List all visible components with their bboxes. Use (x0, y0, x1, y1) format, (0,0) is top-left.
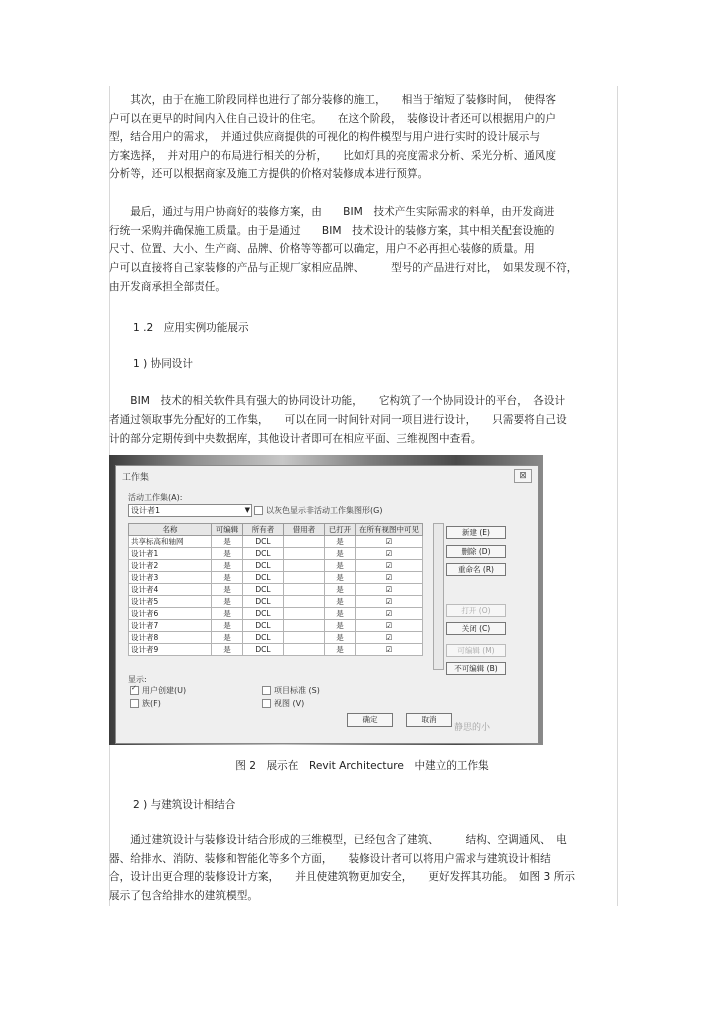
table-cell (284, 584, 325, 596)
table-cell: 是 (325, 632, 356, 644)
table-cell: DCL (243, 632, 284, 644)
checkbox[interactable] (262, 686, 271, 695)
table-cell: 是 (325, 620, 356, 632)
table-scrollbar[interactable] (433, 523, 444, 670)
table-cell: DCL (243, 608, 284, 620)
table-cell: 是 (212, 572, 243, 584)
paragraph-1-line: 其次，由于在施工阶段同样也进行了部分装修的施工， 相当于缩短了装修时间， 使得客 (109, 94, 557, 106)
table-cell: ☑ (356, 644, 423, 656)
table-cell: 是 (325, 584, 356, 596)
table-cell: 是 (212, 536, 243, 548)
show-user-option[interactable] (130, 685, 186, 696)
table-cell (284, 632, 325, 644)
chevron-down-icon: ▼ (244, 506, 250, 514)
table-row[interactable] (129, 560, 423, 572)
table-cell: 共享标高和轴网 (129, 536, 212, 548)
gray-inactive-option[interactable] (254, 505, 382, 516)
table-cell: 是 (212, 560, 243, 572)
table-cell: 设计者3 (129, 572, 212, 584)
table-cell: 是 (212, 620, 243, 632)
paragraph-2-line: 尺寸、位置、大小、生产商、品牌、价格等等都可以确定，用户不必再担心装修的质量。用 (109, 243, 535, 255)
table-cell (284, 596, 325, 608)
paragraph-1-line: 方案选择， 并对用户的布局进行相关的分析， 比如灯具的亮度需求分析、采光分析、通风度 (109, 150, 557, 162)
paragraph-4-line: 合，设计出更合理的装修设计方案， 并且使建筑物更加安全， 更好发挥其功能。 如图 3 所示 (109, 871, 576, 883)
table-cell: DCL (243, 548, 284, 560)
rename-button[interactable]: 重命名 (R) (446, 563, 506, 576)
paragraph-2-line: 最后，通过与用户协商好的装修方案，由 BIM 技术产生实际需求的料单，由开发商进 (109, 206, 555, 218)
table-cell (284, 620, 325, 632)
col-header-visible: 在所有视图中可见 (356, 524, 423, 536)
table-cell: ☑ (356, 584, 423, 596)
table-cell (284, 644, 325, 656)
table-row[interactable] (129, 620, 423, 632)
table-cell: DCL (243, 596, 284, 608)
paragraph-4-line: 展示了包含给排水的建筑模型。 (109, 890, 259, 902)
worksets-dialog (115, 465, 539, 744)
section-title: 1 .2 应用实例功能展示 (133, 322, 249, 334)
checkbox[interactable] (130, 686, 139, 695)
table-cell: ☑ (356, 620, 423, 632)
figure-caption: 图 2 展示在 Revit Architecture 中建立的工作集 (235, 760, 489, 772)
table-cell: 是 (212, 596, 243, 608)
table-cell: 是 (325, 608, 356, 620)
col-header-name: 名称 (129, 524, 212, 536)
table-row[interactable] (129, 536, 423, 548)
table-cell: 设计者1 (129, 548, 212, 560)
table-cell: 是 (325, 572, 356, 584)
table-cell: 是 (212, 644, 243, 656)
table-row[interactable] (129, 584, 423, 596)
checkbox[interactable] (262, 699, 271, 708)
active-workset-select[interactable] (128, 504, 252, 517)
show-family-label: 族(F) (142, 699, 161, 708)
table-cell: DCL (243, 572, 284, 584)
show-project-label: 项目标准 (S) (274, 686, 320, 695)
checkbox[interactable] (130, 699, 139, 708)
table-cell: DCL (243, 584, 284, 596)
table-cell: 是 (325, 536, 356, 548)
dialog-title: 工作集 (122, 473, 150, 483)
delete-button[interactable]: 删除 (D) (446, 545, 506, 558)
figure-screenshot (109, 455, 543, 745)
paragraph-2-line: 由开发商承担全部责任。 (109, 281, 227, 293)
table-cell: ☑ (356, 596, 423, 608)
table-cell: 是 (212, 608, 243, 620)
table-cell: DCL (243, 620, 284, 632)
col-header-borrower: 借用者 (284, 524, 325, 536)
subsection-title-1: 1 ) 协同设计 (133, 358, 193, 370)
table-row[interactable] (129, 644, 423, 656)
table-cell: 是 (212, 584, 243, 596)
table-cell: 设计者2 (129, 560, 212, 572)
paragraph-1-line: 分析等，还可以根据商家及施工方提供的价格对装修成本进行预算。 (109, 168, 429, 180)
not-editable-button[interactable]: 不可编辑 (B) (446, 662, 506, 675)
show-label: 显示: (128, 675, 147, 684)
table-cell: ☑ (356, 572, 423, 584)
table-row[interactable] (129, 572, 423, 584)
table-cell: DCL (243, 644, 284, 656)
paragraph-1-line: 型，结合用户的需求， 并通过供应商提供的可视化的构件模型与用户进行实时的设计展示与 (109, 131, 541, 143)
table-cell: 是 (325, 644, 356, 656)
table-cell: 设计者7 (129, 620, 212, 632)
table-cell: 设计者6 (129, 608, 212, 620)
paragraph-3-line: 者通过领取事先分配好的工作集， 可以在同一时间针对同一项目进行设计， 只需要将自己设 (109, 414, 567, 426)
table-row[interactable] (129, 548, 423, 560)
table-row[interactable] (129, 596, 423, 608)
table-cell (284, 572, 325, 584)
paragraph-1-line: 户可以在更早的时间内入住自己设计的住宅。 在这个阶段， 装修设计者还可以根据用户的户 (109, 113, 557, 125)
new-button[interactable]: 新建 (E) (446, 526, 506, 539)
active-workset-value: 设计者1 (131, 506, 161, 515)
checkbox[interactable] (254, 506, 263, 515)
table-cell: DCL (243, 560, 284, 572)
table-cell: 设计者9 (129, 644, 212, 656)
paragraph-4-line: 通过建筑设计与装修设计结合形成的三维模型，已经包含了建筑、 结构、空调通风、 电 (109, 834, 567, 846)
paragraph-2-line: 户可以直接将自己家装修的产品与正规厂家相应品牌、 型号的产品进行对比， 如果发现不符， (109, 262, 578, 274)
show-family-option[interactable] (130, 698, 161, 709)
show-user-label: 用户创建(U) (142, 686, 187, 695)
paragraph-2-line: 行统一采购并确保施工质量。由于是通过 BIM 技术设计的装修方案，其中相关配套设施的 (109, 225, 555, 237)
table-cell (284, 536, 325, 548)
subsection-title-2: 2 ) 与建筑设计相结合 (133, 799, 236, 811)
col-header-owner: 所有者 (243, 524, 284, 536)
paragraph-4-line: 器、给排水、消防、装修和智能化等多个方面， 装修设计者可以将用户需求与建筑设计相结 (109, 853, 551, 865)
table-cell: ☑ (356, 536, 423, 548)
table-cell: ☑ (356, 560, 423, 572)
table-cell: ☑ (356, 548, 423, 560)
editable-button[interactable]: 可编辑 (M) (446, 644, 506, 657)
table-row[interactable] (129, 632, 423, 644)
col-header-editable: 可编辑 (212, 524, 243, 536)
table-cell: 是 (325, 560, 356, 572)
paragraph-3-line: BIM 技术的相关软件具有强大的协同设计功能， 它构筑了一个协同设计的平台， 各设计 (109, 395, 566, 407)
table-cell: DCL (243, 536, 284, 548)
table-row[interactable] (129, 608, 423, 620)
table-cell (284, 608, 325, 620)
ok-button[interactable]: 确定 (347, 713, 393, 727)
show-view-option[interactable] (262, 698, 304, 709)
table-cell: ☑ (356, 608, 423, 620)
table-cell: 是 (325, 548, 356, 560)
close-icon[interactable]: ⊠ (514, 469, 532, 483)
table-cell: 设计者8 (129, 632, 212, 644)
table-cell (284, 548, 325, 560)
table-cell: 设计者5 (129, 596, 212, 608)
open-button[interactable]: 打开 (O) (446, 604, 506, 617)
show-project-option[interactable] (262, 685, 320, 696)
table-cell: 是 (212, 632, 243, 644)
show-view-label: 视图 (V) (274, 699, 305, 708)
table-cell: 设计者4 (129, 584, 212, 596)
active-workset-label: 活动工作集(A): (128, 493, 183, 502)
table-cell: 是 (212, 548, 243, 560)
cancel-button[interactable]: 取消 (406, 713, 452, 727)
gray-inactive-label: 以灰色显示非活动工作集图形(G) (266, 506, 383, 515)
paragraph-3-line: 计的部分定期传到中央数据库，其他设计者即可在相应平面、三维视图中查看。 (109, 433, 482, 445)
col-header-opened: 已打开 (325, 524, 356, 536)
table-cell: ☑ (356, 632, 423, 644)
table-cell (284, 560, 325, 572)
watermark: 静思的小 (454, 723, 491, 733)
close-button[interactable]: 关闭 (C) (446, 622, 506, 635)
table-cell: 是 (325, 596, 356, 608)
worksets-table (128, 523, 423, 656)
